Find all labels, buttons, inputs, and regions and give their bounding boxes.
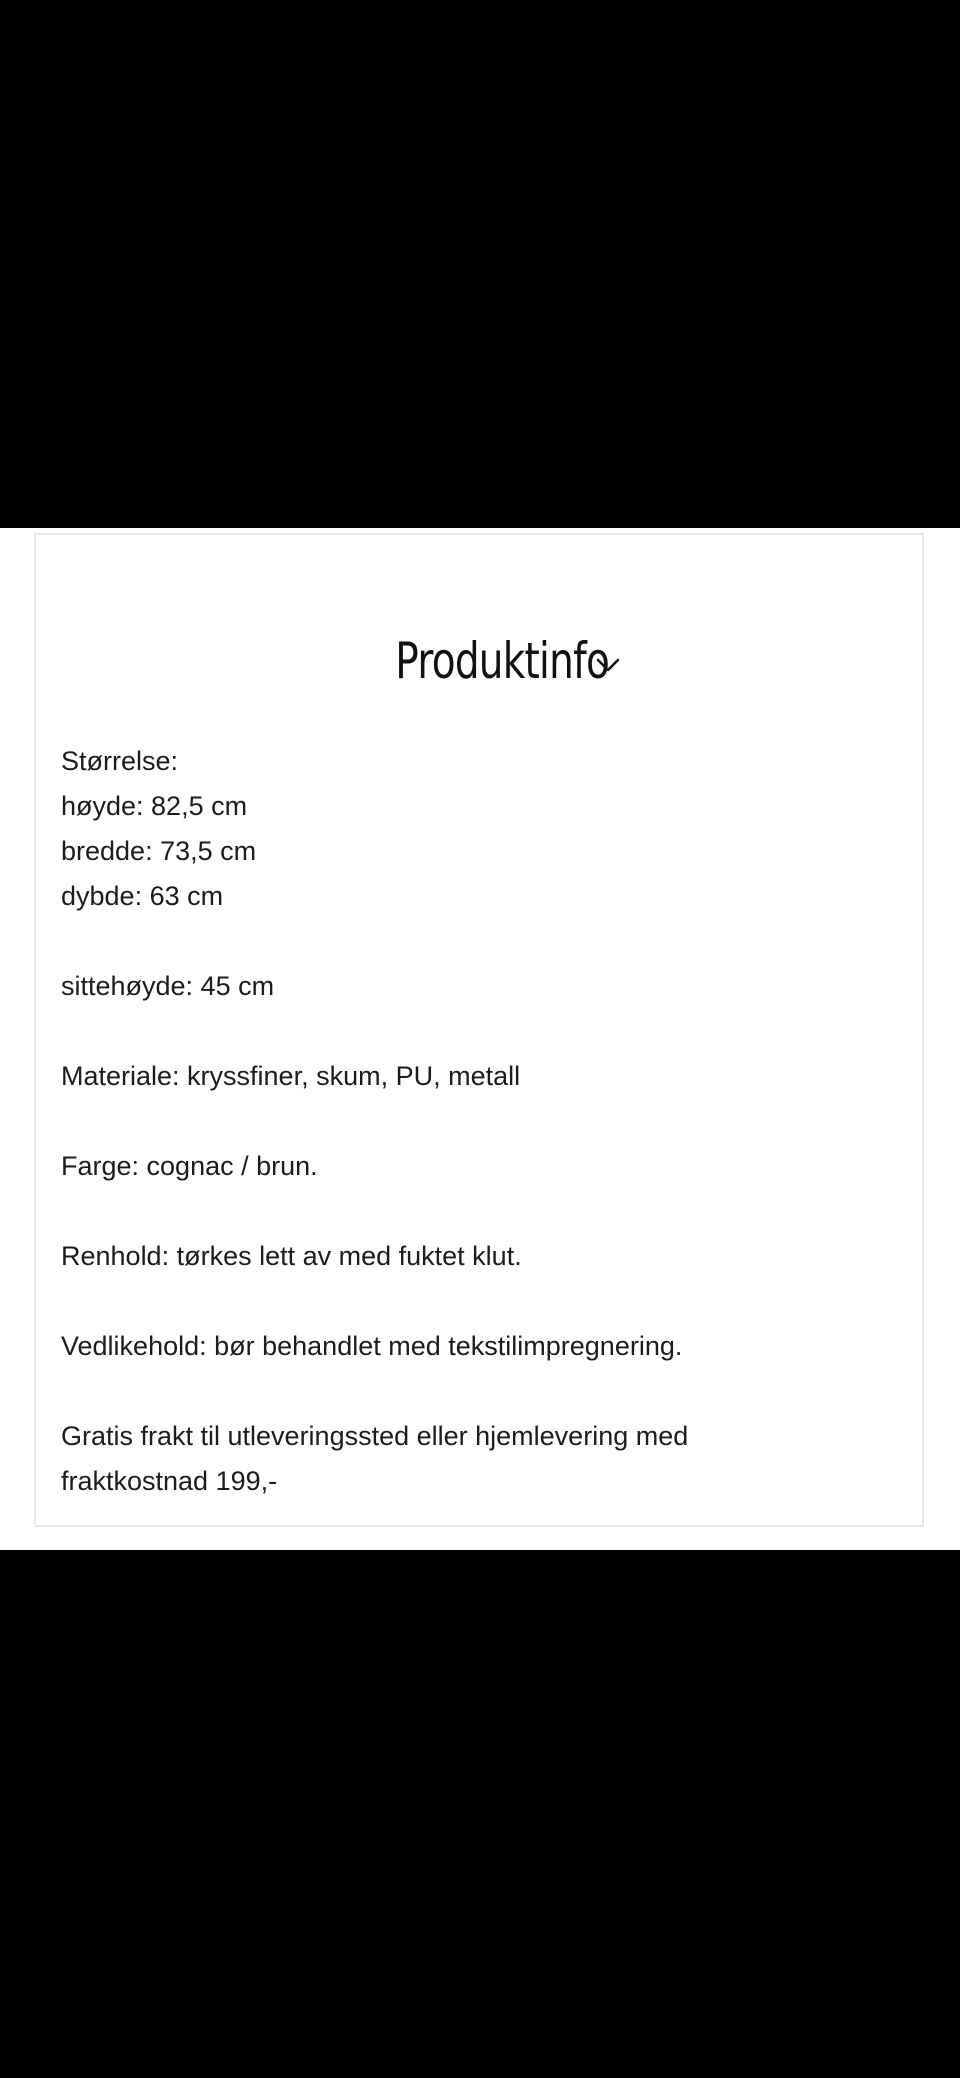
top-letterbox xyxy=(0,0,960,528)
product-info-card xyxy=(34,533,924,1527)
spacer xyxy=(61,1369,891,1414)
spacer xyxy=(61,1189,891,1234)
bottom-letterbox xyxy=(0,1550,960,2078)
depth-value: dybde: 63 cm xyxy=(61,881,224,911)
product-details xyxy=(61,739,891,1504)
section-title: Produktinfo xyxy=(395,632,610,690)
maintenance-value: Vedlikehold: bør behandlet med tekstilimpregnering. xyxy=(61,1331,683,1361)
spacer xyxy=(61,919,891,964)
spacer xyxy=(61,1099,891,1144)
seat-height-value: sittehøyde: 45 cm xyxy=(61,971,275,1001)
width-value: bredde: 73,5 cm xyxy=(61,836,257,866)
size-heading: Størrelse: xyxy=(61,746,179,776)
spacer xyxy=(61,1009,891,1054)
material-value: Materiale: kryssfiner, skum, PU, metall xyxy=(61,1061,521,1091)
shipping-info-line-1: Gratis frakt til utleveringssted eller hjemlevering med xyxy=(61,1421,689,1451)
product-info-toggle[interactable] xyxy=(36,623,922,699)
spacer xyxy=(61,1279,891,1324)
color-value: Farge: cognac / brun. xyxy=(61,1151,318,1181)
shipping-info-line-2: fraktkostnad 199,- xyxy=(61,1466,278,1496)
cleaning-value: Renhold: tørkes lett av med fuktet klut. xyxy=(61,1241,522,1271)
height-value: høyde: 82,5 cm xyxy=(61,791,248,821)
